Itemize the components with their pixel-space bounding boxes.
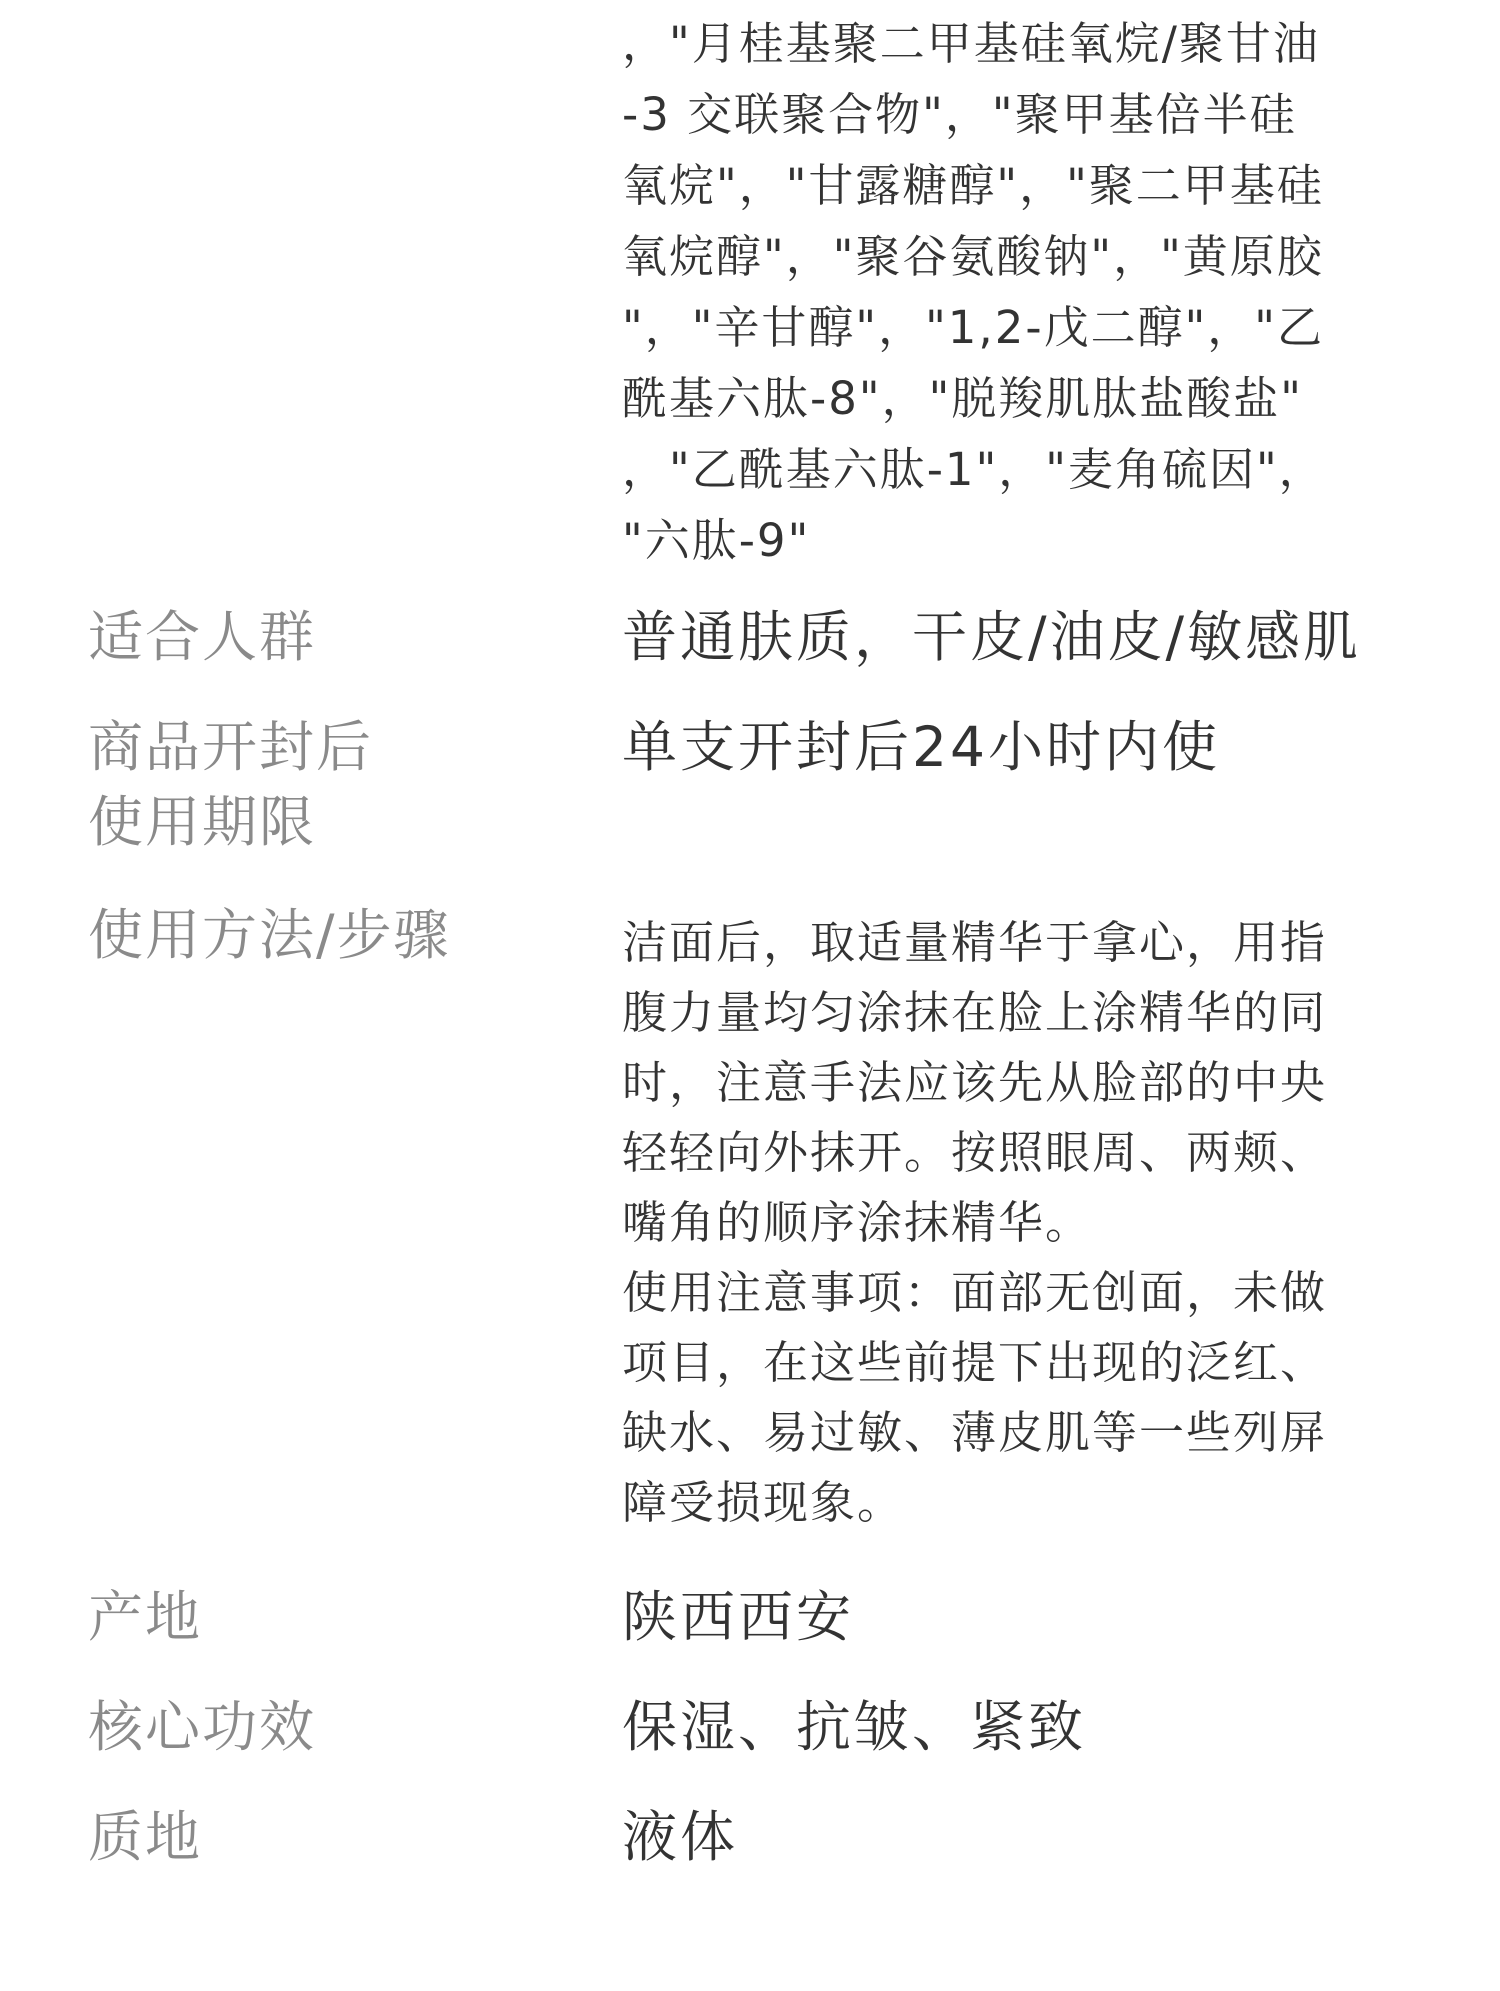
origin-label: 产地 — [88, 1585, 203, 1649]
ingredients-line: 酰基六肽-8"，"脱羧肌肽盐酸盐" — [622, 372, 1303, 425]
ingredients-line: 氧烷醇"，"聚谷氨酸钠"，"黄原胶 — [622, 230, 1324, 283]
usage-line: 时，注意手法应该先从脸部的中央 — [622, 1056, 1328, 1109]
shelf-life-value: 单支开封后24小时内使 — [622, 715, 1220, 779]
origin-value: 陕西西安 — [622, 1585, 855, 1649]
usage-line: 嘴角的顺序涂抹精华。 — [622, 1196, 1093, 1249]
usage-line: 项目，在这些前提下出现的泛红、 — [622, 1336, 1328, 1389]
ingredients-line: "六肽-9" — [622, 514, 811, 567]
efficacy-value: 保湿、抗皱、紧致 — [622, 1695, 1087, 1759]
ingredients-line: "，"辛甘醇"，"1,2-戊二醇"，"乙 — [622, 301, 1324, 354]
usage-text — [622, 908, 1382, 1538]
suitable-skin-value: 普通肤质，干皮/油皮/敏感肌 — [622, 605, 1362, 669]
suitable-skin-label: 适合人群 — [88, 605, 317, 669]
ingredients-text — [622, 8, 1382, 576]
usage-line: 使用注意事项：面部无创面，未做 — [622, 1266, 1328, 1319]
shelf-life-label — [88, 710, 548, 860]
shelf-life-label-line: 使用期限 — [88, 790, 317, 854]
shelf-life-label-line: 商品开封后 — [88, 715, 374, 779]
efficacy-label: 核心功效 — [88, 1695, 317, 1759]
ingredients-line: ，"月桂基聚二甲基硅氧烷/聚甘油 — [622, 17, 1320, 70]
ingredients-line: -3 交联聚合物"，"聚甲基倍半硅 — [622, 88, 1297, 141]
texture-value: 液体 — [622, 1805, 739, 1869]
texture-label: 质地 — [88, 1805, 203, 1869]
ingredients-line: ，"乙酰基六肽-1"，"麦角硫因"， — [622, 443, 1326, 496]
usage-line: 轻轻向外抹开。按照眼周、两颊、 — [622, 1126, 1328, 1179]
usage-line: 障受损现象。 — [622, 1476, 905, 1529]
usage-label: 使用方法/步骤 — [88, 903, 451, 967]
usage-line: 腹力量均匀涂抹在脸上涂精华的同 — [622, 986, 1328, 1039]
usage-line: 缺水、易过敏、薄皮肌等一些列屏 — [622, 1406, 1328, 1459]
ingredients-line: 氧烷"，"甘露糖醇"，"聚二甲基硅 — [622, 159, 1324, 212]
usage-line: 洁面后，取适量精华于拿心，用指 — [622, 916, 1328, 969]
